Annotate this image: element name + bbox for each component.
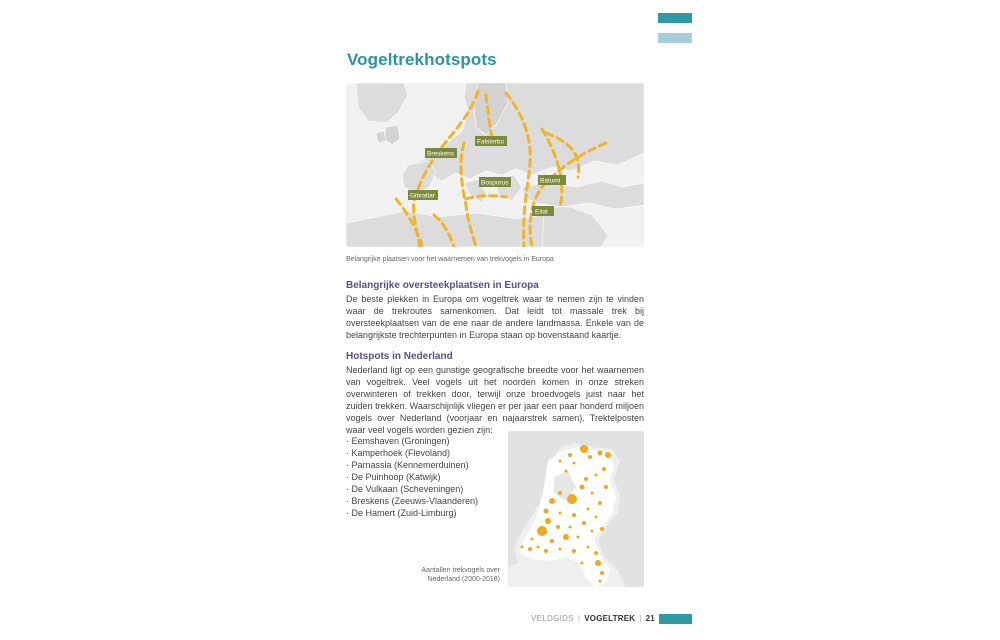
list-item: · De Puinhoop (Katwijk)	[346, 472, 441, 482]
hotspot-list	[346, 435, 478, 519]
label-gibraltar: Gibraltar	[410, 192, 435, 200]
section2-body: Nederland ligt op een gunstige geografische breedte voor het waarnemen van vogeltrek. Veel vogels uit het noorden komen in onze streken overwinteren of trekken door, terwijl onze broedvogels juist naar het zuiden trekken. Waarschijnlijk vliegen er per jaar een paar honderd miljoen vogels over Nederland (voorjaar en najaarstrek samen). Trektelposten waar veel vogels worden gezien zijn:	[346, 365, 644, 435]
footer-separator: |	[639, 614, 642, 623]
list-item: · Parnassia (Kennemerduinen)	[346, 460, 469, 470]
europe-map-caption: Belangrijke plaatsen voor het waarnemen van trekvogels in Europa	[346, 256, 554, 263]
footer-tab	[659, 614, 692, 624]
list-item: · Kamperhoek (Flevoland)	[346, 448, 451, 458]
europe-migration-map	[346, 83, 644, 247]
label-batumi: Batumi	[540, 177, 561, 185]
page-tab-dark	[658, 13, 692, 23]
netherlands-map-caption: Aantallen trekvogels over Nederland (2000-2018)	[421, 567, 500, 583]
footer-separator: |	[577, 614, 581, 623]
page-tab-light	[658, 33, 692, 43]
section2-heading: Hotspots in Nederland	[346, 351, 453, 362]
label-falsterbo: Falsterbo	[477, 138, 505, 146]
netherlands-map-svg	[508, 431, 644, 587]
list-item: · De Hamert (Zuid-Limburg)	[346, 508, 457, 518]
page-footer	[531, 614, 655, 623]
europe-map-svg	[346, 83, 644, 247]
label-breskens: Breskens	[427, 150, 455, 158]
list-item: · Eemshaven (Groningen)	[346, 436, 450, 446]
netherlands-count-map	[508, 431, 644, 587]
list-item: · Breskens (Zeeuws-Vlaanderen)	[346, 496, 479, 506]
list-item: · De Vulkaan (Scheveningen)	[346, 484, 464, 494]
label-eilat: Eilat	[535, 208, 548, 216]
page-number: 21	[645, 614, 655, 623]
page-title: Vogeltrekhotspots	[347, 50, 497, 69]
label-bosporus: Bosporus	[481, 179, 509, 187]
section1-body: De beste plekken in Europa om vogeltrek waar te nemen zijn te vinden waar de trekroutes samenkomen. Dat leidt tot massale trek bij oversteekplaatsen van de ene naar de andere landmassa. Enkele van de belangrijkste trechterpunten in Europa staan op bovenstaand kaartje.	[346, 294, 644, 340]
footer-guide: VELDGIDS	[531, 614, 574, 623]
footer-section: VOGELTREK	[584, 614, 636, 623]
section1-heading: Belangrijke oversteekplaatsen in Europa	[346, 280, 539, 291]
